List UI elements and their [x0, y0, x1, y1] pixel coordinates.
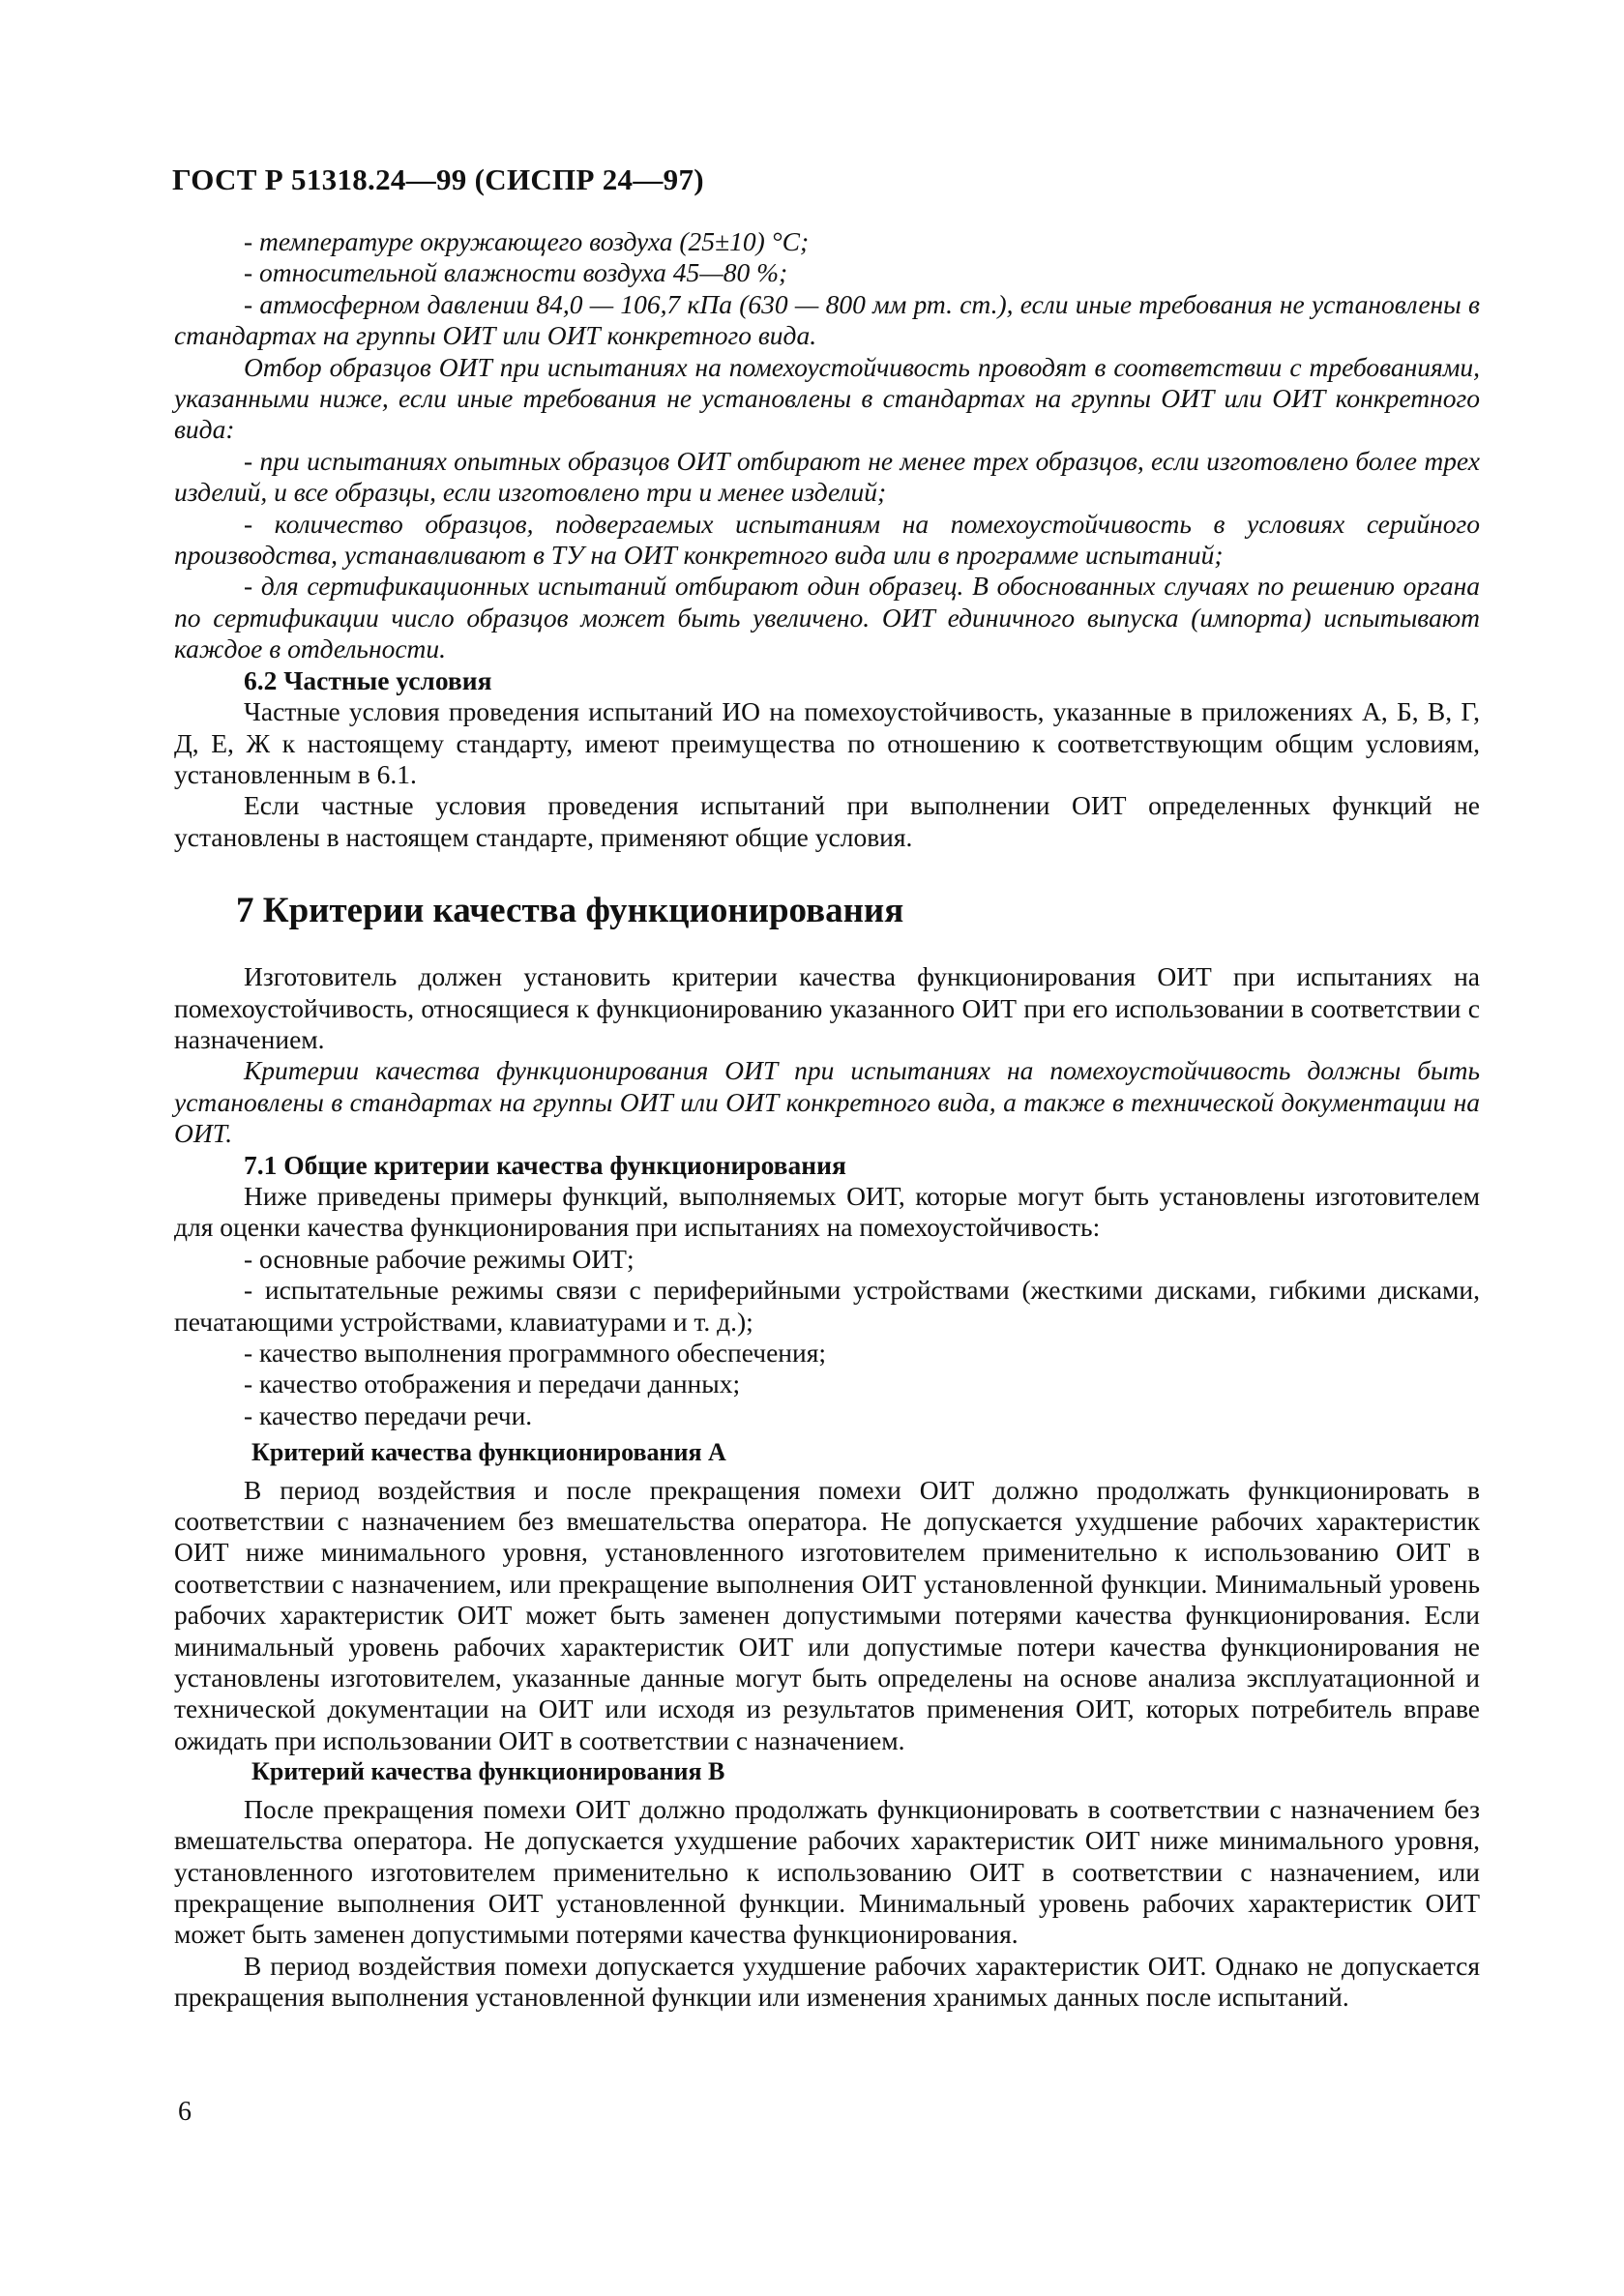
- criterion-b-paragraph-1: После прекращения помехи ОИТ должно продолжать функционировать в соответствии с назначением без вмешательства оператора. Не допускается ухудшение рабочих характеристик ОИТ ниже минимального уровня, установленного изготовителем применительно к использованию ОИТ в соответствии с назначением, или прекращение выполнения ОИТ установленной функции. Минимальный уровень рабочих характеристик ОИТ может быть заменен допустимыми потерями качества функционирования.: [174, 1793, 1480, 1950]
- standard-header: ГОСТ Р 51318.24—99 (СИСПР 24—97): [172, 162, 704, 196]
- function-item-display: - качество отображения и передачи данных;: [244, 1369, 741, 1399]
- condition-temperature: - температуре окружающего воздуха (25±10) °С;: [244, 226, 810, 256]
- section-7-heading: 7 Критерии качества функционирования: [236, 891, 904, 931]
- criterion-a-text: В период воздействия и после прекращения помехи ОИТ должно продолжать функционировать в соответствии с назначением без вмешательства оператора. Не допускается ухудшение рабочих характеристик ОИТ ниже минимального уровня, установленного изготовителем применительно к использованию ОИТ в соответствии с назначением, или прекращение выполнения ОИТ установленной функции. Минимальный уровень рабочих характеристик ОИТ может быть заменен допустимыми потерями качества функционирования. Если минимальный уровень рабочих характеристик ОИТ или допустимые потери качества функционирования не установлены изготовителем, указанные данные могут быть определены на основе анализа эксплуатационной и технической документации на ОИТ или исходя из результатов применения ОИТ, которых потребитель вправе ожидать при использовании ОИТ в соответствии с назначением.: [174, 1474, 1480, 1755]
- section-6-2-heading: 6.2 Частные условия: [244, 664, 492, 695]
- section-7-paragraph-1: Изготовитель должен установить критерии качества функционирования ОИТ при испытаниях на помехоустойчивость, относящиеся к функционированию указанного ОИТ при его использовании в соответствии с назначением.: [174, 961, 1480, 1054]
- section-6-2-paragraph-1: Частные условия проведения испытаний ИО на помехоустойчивость, указанные в приложениях А, Б, В, Г, Д, Е, Ж к настоящему стандарту, имеют преимущества по отношению к соответствующим общим условиям, установленным в 6.1.: [174, 696, 1480, 789]
- section-6-2-paragraph-2: Если частные условия проведения испытаний при выполнении ОИТ определенных функций не установлены в настоящем стандарте, применяют общие условия.: [174, 790, 1480, 852]
- section-7-paragraph-2: Критерии качества функционирования ОИТ при испытаниях на помехоустойчивость должны быть установлены в стандартах на группы ОИТ или ОИТ конкретного вида, а также в технической документации на ОИТ.: [174, 1055, 1480, 1149]
- function-item-peripheral: - испытательные режимы связи с периферийными устройствами (жесткими дисками, гибкими дисками, печатающими устройствами, клавиатурами и т. д.);: [174, 1275, 1480, 1337]
- condition-pressure: - атмосферном давлении 84,0 — 106,7 кПа (630 — 800 мм рт. ст.), если иные требования не установлены в стандартах на группы ОИТ или ОИТ конкретного вида.: [174, 288, 1480, 351]
- criterion-a-heading: Критерий качества функционирования А: [251, 1438, 726, 1467]
- sampling-item-prototype: - при испытаниях опытных образцов ОИТ отбирают не менее трех образцов, если изготовлено более трех изделий, и все образцы, если изготовлено три и менее изделий;: [174, 445, 1480, 508]
- document-body: [174, 226, 1480, 2014]
- function-item-speech: - качество передачи речи.: [244, 1399, 533, 1430]
- sampling-item-serial: - количество образцов, подвергаемых испытаниям на помехоустойчивость в условиях серийного производства, устанавливают в ТУ на ОИТ конкретного вида или в программе испытаний;: [174, 508, 1480, 571]
- function-item-software: - качество выполнения программного обеспечения;: [244, 1338, 827, 1368]
- criterion-b-heading: Критерий качества функционирования В: [251, 1757, 725, 1786]
- condition-humidity: - относительной влажности воздуха 45—80 %;: [244, 257, 788, 288]
- criterion-b-paragraph-2: В период воздействия помехи допускается ухудшение рабочих характеристик ОИТ. Однако не допускается прекращения выполнения установленной функции или изменения хранимых данных после испытаний.: [174, 1950, 1480, 2013]
- sampling-intro: Отбор образцов ОИТ при испытаниях на помехоустойчивость проводят в соответствии с требованиями, указанными ниже, если иные требования не установлены в стандартах на группы ОИТ или ОИТ конкретного вида:: [174, 351, 1480, 445]
- function-item-main-modes: - основные рабочие режимы ОИТ;: [244, 1243, 635, 1274]
- sampling-item-certification: - для сертификационных испытаний отбирают один образец. В обоснованных случаях по решению органа по сертификации число образцов может быть увеличено. ОИТ единичного выпуска (импорта) испытывают каждое в отдельности.: [174, 571, 1480, 664]
- section-7-1-intro: Ниже приведены примеры функций, выполняемых ОИТ, которые могут быть установлены изготовителем для оценки качества функционирования при испытаниях на помехоустойчивость:: [174, 1180, 1480, 1243]
- page-number: 6: [178, 2097, 192, 2127]
- section-7-1-heading: 7.1 Общие критерии качества функционирования: [244, 1149, 846, 1180]
